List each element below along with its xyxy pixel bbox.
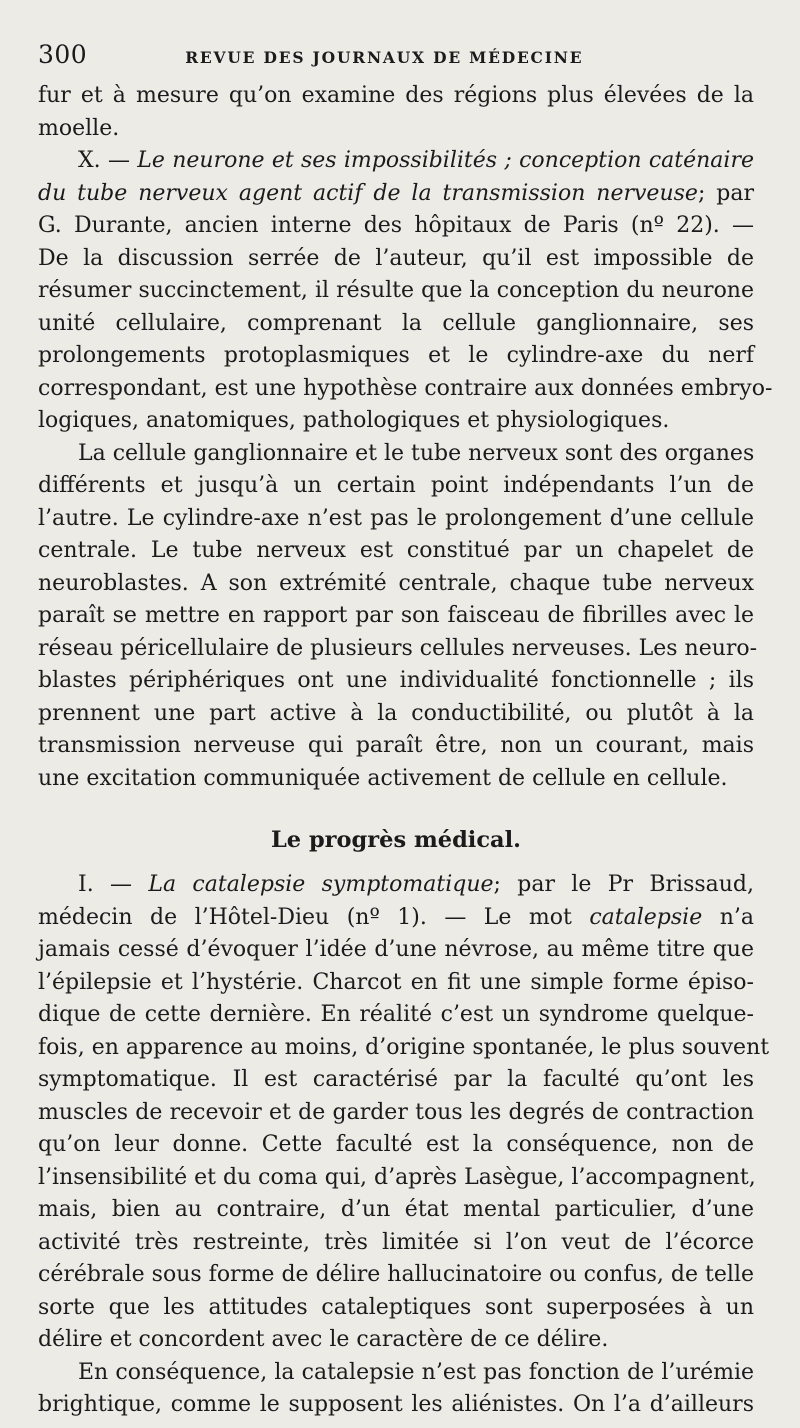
text-line: résumer succinctement, il résulte que la conception du neurone <box>38 278 754 303</box>
running-head: REVUE DES JOURNAUX DE MÉDECINE <box>185 48 584 67</box>
article-title: La catalepsie symptomatique <box>148 872 494 897</box>
text-line: fois, en apparence au moins, d’origine spontanée, le plus souvent <box>38 1034 770 1060</box>
text-fragment: n’a <box>719 904 754 930</box>
page-body <box>38 80 773 1422</box>
text-line: correspondant, est une hypothèse contraire aux données embryo- <box>38 375 773 401</box>
text-line: activité très restreinte, très limitée si l’on veut de l’écorce <box>38 1229 754 1255</box>
text-line: différents et jusqu’à un certain point indépendants l’un de <box>38 473 754 498</box>
page-header <box>38 40 758 70</box>
text-line: symptomatique. Il est caractérisé par la faculté qu’ont les <box>38 1067 754 1092</box>
text-fragment: médecin de l’Hôtel-Dieu (nº 1). — Le mot <box>38 904 572 930</box>
item-number: I. — <box>78 872 133 897</box>
text-line <box>38 902 754 935</box>
section-title: Le progrès médical. <box>270 827 522 853</box>
item-i-title-line <box>38 869 754 902</box>
text-line: G. Durante, ancien interne des hôpitaux de Paris (nº 22). — <box>38 213 754 238</box>
text-line: qu’on leur donne. Cette faculté est la conséquence, non de <box>38 1132 754 1157</box>
item-x-title-line <box>38 178 754 211</box>
article-title: du tube nerveux agent actif de la transmission nerveuse <box>38 180 698 206</box>
text-line: mais, bien au contraire, d’un état mental particulier, d’une <box>38 1197 754 1222</box>
text-line: brightique, comme le supposent les aliénistes. On l’a d’ailleurs <box>38 1392 754 1417</box>
text-line: l’épilepsie et l’hystérie. Charcot en fit une simple forme épiso- <box>38 969 754 995</box>
text-line: unité cellulaire, comprenant la cellule ganglionnaire, ses <box>38 310 754 336</box>
item-number: X. — <box>78 148 130 173</box>
text-line: moelle. <box>38 115 120 141</box>
text-line: fur et à mesure qu’on examine des régions plus élevées de la <box>38 83 754 108</box>
text-fragment: ; par le Pr Brissaud, <box>493 872 755 897</box>
text-line: En conséquence, la catalepsie n’est pas fonction de l’urémie <box>78 1359 754 1385</box>
article-title: Le neurone et ses impossibilités ; conception caténaire <box>137 148 754 173</box>
text-line: sorte que les attitudes cataleptiques sont superposées à un <box>38 1294 754 1320</box>
text-line: neuroblastes. A son extrémité centrale, chaque tube nerveux <box>38 570 754 596</box>
text-line: De la discussion serrée de l’auteur, qu’il est impossible de <box>38 245 754 271</box>
text-line: l’insensibilité et du coma qui, d’après Lasègue, l’accompagnent, <box>38 1164 756 1190</box>
text-line: dique de cette dernière. En réalité c’est un syndrome quelque- <box>38 1002 754 1027</box>
text-line: logiques, anatomiques, pathologiques et physiologiques. <box>38 408 670 433</box>
text-line: prolongements protoplasmiques et le cylindre-axe du nerf <box>38 343 754 368</box>
text-line: muscles de recevoir et de garder tous les degrés de contraction <box>38 1099 754 1125</box>
text-line: l’autre. Le cylindre-axe n’est pas le prolongement d’une cellule <box>38 505 754 531</box>
page-number: 300 <box>38 40 88 69</box>
item-x-title-line <box>38 145 754 178</box>
text-line: centrale. Le tube nerveux est constitué par un chapelet de <box>38 538 754 563</box>
text-line: une excitation communiquée activement de cellule en cellule. <box>38 765 728 791</box>
italic-term: catalepsie <box>589 904 703 930</box>
text-line: jamais cessé d’évoquer l’idée d’une névrose, au même titre que <box>38 937 754 962</box>
text-line: transmission nerveuse qui paraît être, non un courant, mais <box>38 733 754 758</box>
text-line: cérébrale sous forme de délire hallucinatoire ou confus, de telle <box>38 1262 754 1287</box>
text-fragment: ; par <box>697 180 754 206</box>
text-line: réseau péricellulaire de plusieurs cellules nerveuses. Les neuro- <box>38 635 758 661</box>
text-line: La cellule ganglionnaire et le tube nerveux sont des organes <box>78 440 755 466</box>
text-line: délire et concordent avec le caractère de ce délire. <box>38 1327 609 1352</box>
text-line: prennent une part active à la conductibilité, ou plutôt à la <box>38 700 754 726</box>
text-line: paraît se mettre en rapport par son faisceau de fibrilles avec le <box>38 603 754 628</box>
text-line: blastes périphériques ont une individualité fonctionnelle ; ils <box>38 668 754 693</box>
